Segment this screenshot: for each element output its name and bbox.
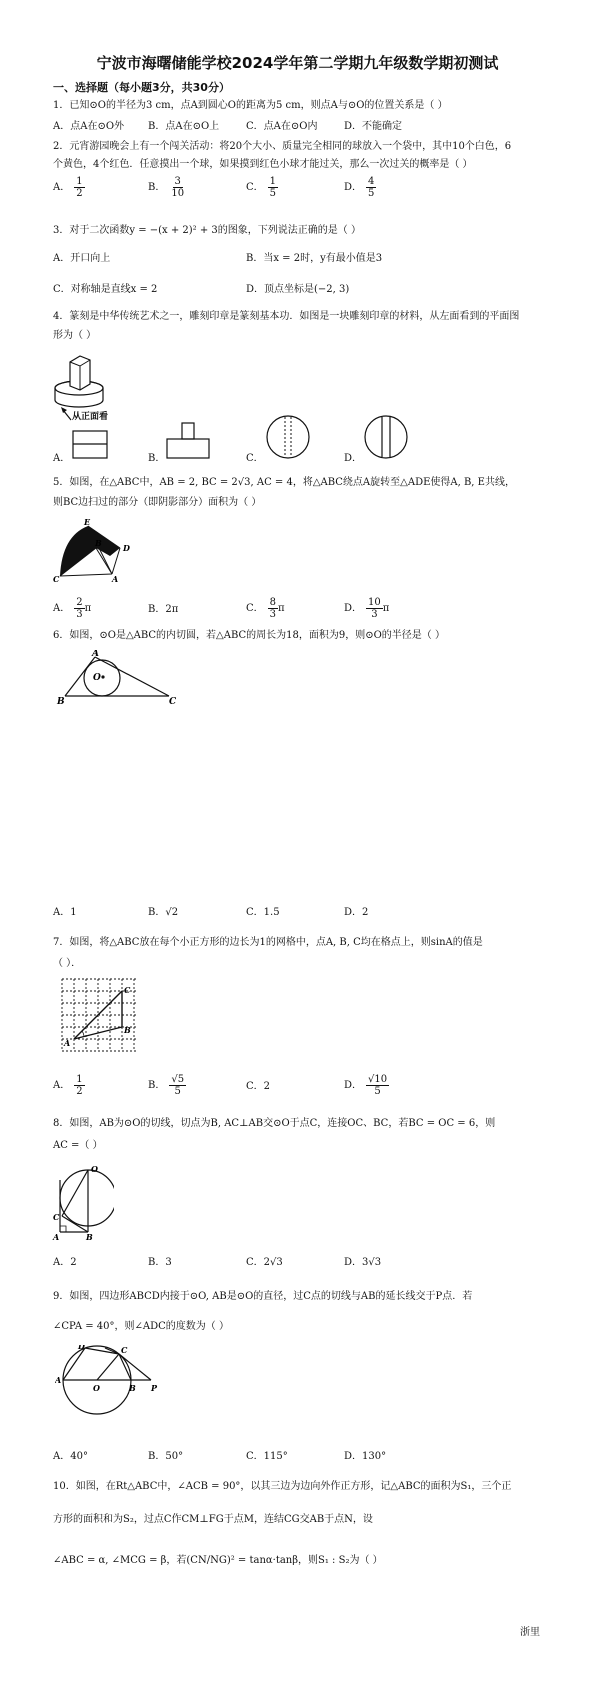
q6-label-c: C [169,697,177,706]
section-heading: 一、选择题（每小题3分，共30分） [53,81,230,94]
q9-option-c: C．115° [246,1451,288,1462]
q7-label-b: B [124,1025,131,1035]
q5-option-c: C． $\frac{8}{3}$ π [246,597,285,620]
q4-option-d-figure [364,414,408,460]
q9-label-o: O [93,1383,100,1393]
q6-incircle-figure [55,650,185,706]
question-9-line2: ∠CPA = 40°，则∠ADC的度数为（ ） [53,1321,229,1332]
question-10-line1: 10．如图，在Rt△ABC中，∠ACB = 90°，以其三边为边向外作正方形，记△ABC的面积为S₁，三个正 [53,1481,512,1492]
question-10-line3: ∠ABC = α, ∠MCG = β，若(CN/NG)² = tanα·tanβ，则S₁ : S₂为（ ） [53,1555,383,1566]
question-1: 1．已知⊙O的半径为3 cm，点A到圆心O的距离为5 cm，则点A与⊙O的位置关系是（ ） [53,100,448,111]
q2-option-c: C． $\frac{1}{5}$ [246,176,277,199]
q1-option-c: C．点A在⊙O内 [246,121,318,132]
q2-option-b: B． $\frac{3}{10}$ [148,176,185,199]
question-2-line2: 个黄色，4个红色．任意摸出一个球，如果摸到红色小球才能过关，那么一次过关的概率是（ ） [53,159,473,170]
q4-view-label: 从正面看 [72,412,109,422]
q8-label-b: B [86,1232,93,1240]
q6-option-d: D．2 [344,907,369,918]
q2-option-d: D． $\frac{4}{5}$ [344,176,375,199]
q9-label-a: A [55,1375,62,1385]
q6-option-b: B．√2 [148,907,179,918]
question-8-line2: AC =（ ） [53,1140,103,1151]
q8-label-c: C [53,1212,60,1222]
q4-option-d-label: D． [344,453,363,464]
q7-label-c: C [124,985,131,995]
q4-option-c-label: C． [246,453,264,464]
q9-label-b: B [129,1383,136,1393]
q9-option-b: B．50° [148,1451,184,1462]
q8-option-b: B．3 [148,1257,172,1268]
page-footer: 浙里 [520,1627,540,1638]
q7-option-d: D． $\frac{√10}{5}$ [344,1074,388,1097]
question-10-line2: 方形的面积和为S₂，过点C作CM⊥FG于点M，连结CG交AB于点N，设 [53,1514,373,1525]
q3-option-c: C．对称轴是直线x = 2 [53,284,158,295]
question-8-line1: 8．如图，AB为⊙O的切线，切点为B, AC⊥AB交⊙O于点C，连接OC、BC，若BC = OC = 6，则 [53,1118,496,1129]
exam-title: 宁波市海曙储能学校2024学年第二学期九年级数学期初测试 [96,54,499,72]
question-3: 3．对于二次函数y = −(x + 2)² + 3的图象，下列说法正确的是（ ） [53,225,361,236]
q7-label-a: A [64,1038,71,1048]
q8-option-c: C．2√3 [246,1257,283,1268]
q9-label-c: C [121,1345,128,1355]
q2-option-a: A． $\frac{1}{2}$ [53,176,83,199]
question-4-line1: 4．篆刻是中华传统艺术之一，雕刻印章是篆刻基本功．如图是一块雕刻印章的材料，从左面看到的平面图 [53,311,520,322]
question-5-line1: 5．如图，在△ABC中，AB = 2, BC = 2√3, AC = 4，将△ABC绕点A旋转至△ADE使得A, B, E共线， [53,477,515,488]
q1-option-a: A．点A在⊙O外 [53,121,125,132]
q3-option-a: A．开口向上 [53,253,111,264]
q5-label-b: B [95,538,102,548]
q8-tangent-figure [52,1160,114,1240]
question-5-line2: 则BC边扫过的部分（即阴影部分）面积为（ ） [53,497,262,508]
question-4-line2: 形为（ ） [53,330,97,341]
question-9-line1: 9．如图，四边形ABCD内接于⊙O, AB是⊙O的直径，过C点的切线与AB的延长线交于P点．若 [53,1291,473,1302]
q1-option-b: B．点A在⊙O上 [148,121,220,132]
question-7-line1: 7．如图，将△ABC放在每个小正方形的边长为1的网格中，点A, B, C均在格点上，则sinA的值是 [53,937,483,948]
q3-option-b: B．当x = 2时，y有最小值是3 [246,253,383,264]
q5-option-d: D． $\frac{10}{3}$ π [344,597,390,620]
q4-option-c-figure [266,414,310,460]
q4-option-a-label: A． [53,453,71,464]
q8-label-o: O [91,1164,98,1174]
q9-label-d: D [78,1345,85,1351]
q6-label-a: A [92,650,99,659]
q8-option-d: D．3√3 [344,1257,382,1268]
q7-option-c: C．2 [246,1081,271,1092]
question-7-line2: （ ）． [53,958,82,969]
q1-option-d: D．不能确定 [344,121,403,132]
q9-option-a: A．40° [53,1451,88,1462]
q5-rotation-figure [50,518,140,584]
q4-option-b-figure [166,422,210,460]
question-6: 6．如图，⊙O是△ABC的内切圆，若△ABC的周长为18，面积为9，则⊙O的半径是（ ） [53,630,445,641]
q6-label-b: B [57,697,65,706]
q4-option-b-label: B． [148,453,166,464]
q9-option-d: D．130° [344,1451,387,1462]
q7-grid-figure [58,975,140,1057]
q5-label-e: E [84,518,91,527]
q6-option-a: A．1 [53,907,77,918]
q8-option-a: A．2 [53,1257,77,1268]
q4-option-a-figure [72,430,108,460]
q5-label-d: D [123,543,130,553]
q5-option-b: B．2π [148,604,179,615]
q6-option-c: C．1.5 [246,907,280,918]
q7-option-b: B． $\frac{√5}{5}$ [148,1074,185,1097]
q9-cyclic-figure [55,1345,167,1417]
question-2-line1: 2．元宵游园晚会上有一个闯关活动：将20个大小、质量完全相同的球放入一个袋中，其中10个白色，6 [53,141,512,152]
q3-option-d: D．顶点坐标是(−2, 3) [246,284,350,295]
q5-option-a: A． $\frac{2}{3}$ π [53,597,92,620]
q8-label-a: A [53,1232,60,1240]
q9-label-p: P [151,1383,158,1393]
q5-label-a: A [112,574,119,584]
q6-label-o: O [93,673,101,683]
q5-label-c: C [53,574,60,584]
q7-option-a: A． $\frac{1}{2}$ [53,1074,83,1097]
